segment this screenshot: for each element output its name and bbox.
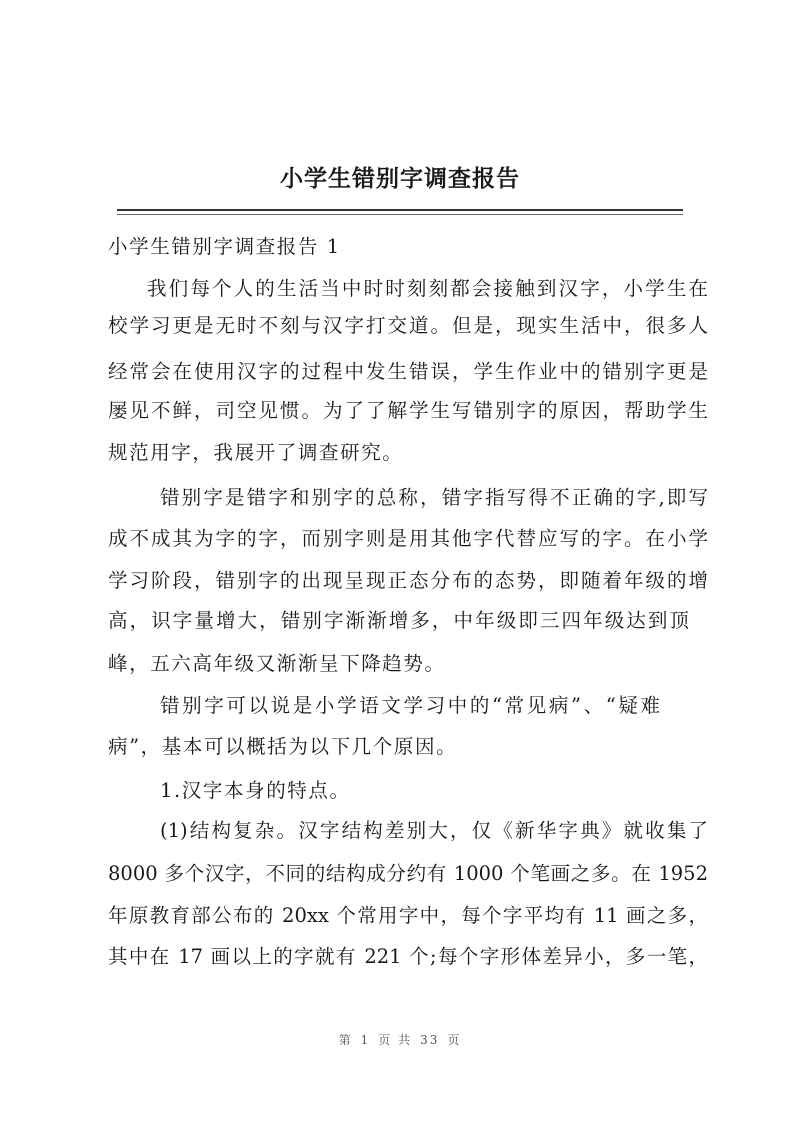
paragraph-line: 年原教育部公布的 20xx 个常用字中，每个字平均有 11 画之多， — [108, 904, 708, 927]
paragraph-line: 其中在 17 画以上的字就有 221 个;每个字形体差异小，多一笔， — [108, 945, 708, 968]
paragraph-line: 学习阶段，错别字的出现呈现正态分布的态势，即随着年级的增 — [108, 569, 708, 592]
paragraph-line: 病”，基本可以概括为以下几个原因。 — [108, 735, 458, 758]
title-divider-thick — [117, 209, 683, 211]
title-divider-thin — [117, 214, 683, 215]
paragraph-line: 错别字是错字和别字的总称，错字指写得不正确的字,即写 — [160, 486, 708, 509]
paragraph-line: 错别字可以说是小学语文学习中的“常见病”、“疑难 — [160, 694, 660, 717]
footer-label-of: 页 共 — [378, 1033, 413, 1047]
paragraph-line: 经常会在使用汉字的过程中发生错误，学生作业中的错别字更是 — [108, 360, 708, 383]
paragraph-line: 规范用字，我展开了调查研究。 — [108, 441, 404, 464]
paragraph-line: 高，识字量增大，错别字渐渐增多，中年级即三四年级达到顶 — [108, 609, 689, 632]
footer-current-page: 1 — [360, 1033, 371, 1047]
paragraph-line: 8000 多个汉字，不同的结构成分约有 1000 个笔画之多。在 1952 — [108, 862, 708, 885]
page-title: 小学生错别字调查报告 — [280, 165, 520, 192]
paragraph-line: (1)结构复杂。汉字结构差别大，仅《新华字典》就收集了 — [160, 819, 708, 842]
page-footer — [0, 1031, 800, 1048]
subheading-line: 1.汉字本身的特点。 — [160, 779, 351, 802]
paragraph-line: 屡见不鲜，司空见惯。为了了解学生写错别字的原因，帮助学生 — [108, 399, 708, 422]
footer-label-suffix: 页 — [447, 1033, 462, 1047]
paragraph-line: 峰，五六高年级又渐渐呈下降趋势。 — [108, 652, 446, 675]
footer-total-pages: 33 — [420, 1033, 440, 1047]
footer-label-page: 第 — [338, 1033, 353, 1047]
paragraph-line: 成不成其为字的字，而别字则是用其他字代替应写的字。在小学 — [108, 527, 708, 550]
paragraph-line: 我们每个人的生活当中时时刻刻都会接触到汉字，小学生在 — [147, 277, 708, 300]
paragraph-line: 校学习更是无时不刻与汉字打交道。但是，现实生活中，很多人 — [108, 314, 708, 337]
section-heading: 小学生错别字调查报告 1 — [108, 235, 341, 258]
